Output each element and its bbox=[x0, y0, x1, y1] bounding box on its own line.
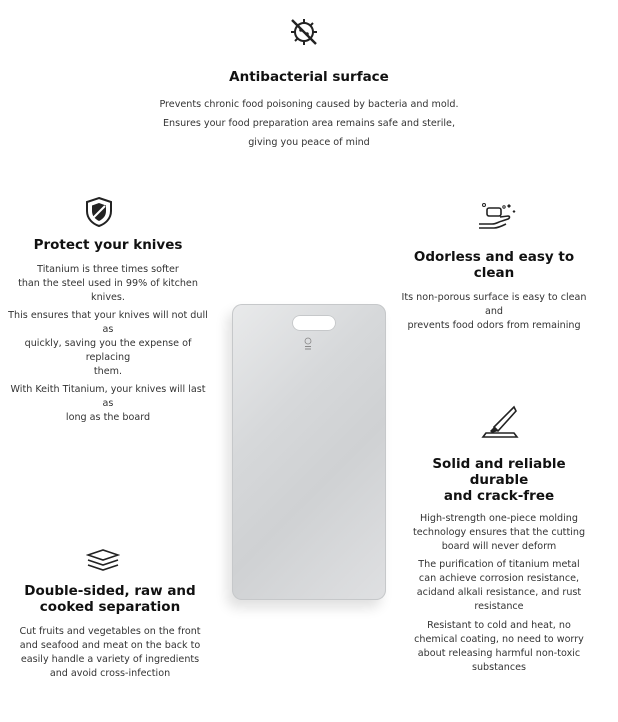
solid-title-line-2: and crack-free bbox=[443, 488, 555, 504]
solid-line-4: The purification of titanium metal bbox=[418, 559, 580, 570]
solid-line-10: about releasing harmful non-toxic bbox=[417, 648, 581, 659]
odorless-title: Odorless and easy to clean bbox=[413, 249, 575, 281]
solid-line-7: resistance bbox=[474, 601, 524, 612]
odorless-line-1: Its non-porous surface is easy to clean and bbox=[401, 292, 587, 317]
solid-line-9: chemical coating, no need to worry bbox=[414, 634, 584, 645]
double-line-1: Cut fruits and vegetables on the front bbox=[19, 626, 201, 637]
double-title-line-1: Double-sided, raw and bbox=[24, 583, 196, 599]
board-handle-hole bbox=[292, 315, 336, 331]
protect-line-2: than the steel used in 99% of kitchen knives. bbox=[18, 278, 198, 303]
double-line-3: easily handle a variety of ingredients bbox=[20, 654, 200, 665]
protect-title: Protect your knives bbox=[33, 237, 183, 253]
shield-icon bbox=[84, 196, 114, 228]
double-title-line-2: cooked separation bbox=[39, 599, 181, 615]
solid-line-11: substances bbox=[471, 662, 527, 673]
solid-line-2: technology ensures that the cutting bbox=[412, 527, 586, 538]
protect-line-4: quickly, saving you the expense of replacing bbox=[24, 338, 192, 363]
antibacterial-line-2: Ensures your food preparation area remains safe and sterile, bbox=[162, 118, 456, 129]
protect-line-7: long as the board bbox=[65, 412, 151, 423]
solid-line-5: can achieve corrosion resistance, bbox=[418, 573, 580, 584]
antibacterial-line-3: giving you peace of mind bbox=[248, 137, 370, 148]
protect-line-1: Titanium is three times softer bbox=[37, 264, 179, 275]
double-line-4: and avoid cross-infection bbox=[49, 668, 171, 679]
protect-line-5: them. bbox=[93, 366, 123, 377]
solid-title-line-1: Solid and reliable durable bbox=[432, 456, 566, 488]
solid-line-3: board will never deform bbox=[441, 541, 557, 552]
antibacterial-title: Antibacterial surface bbox=[229, 69, 389, 85]
layers-icon bbox=[86, 549, 120, 571]
hand-cleaning-icon bbox=[476, 200, 520, 232]
no-bacteria-icon bbox=[286, 14, 322, 50]
antibacterial-line-1: Prevents chronic food poisoning caused by bacteria and mold. bbox=[159, 99, 459, 110]
knife-on-board-icon bbox=[480, 405, 520, 439]
protect-line-3: This ensures that your knives will not dull as bbox=[8, 310, 208, 335]
solid-line-1: High-strength one-piece molding bbox=[420, 513, 578, 524]
solid-line-6: acidand alkali resistance, and rust bbox=[416, 587, 582, 598]
double-line-2: and seafood and meat on the back to bbox=[19, 640, 201, 651]
solid-line-8: Resistant to cold and heat, no bbox=[427, 620, 571, 631]
board-logo-icon bbox=[303, 337, 313, 351]
protect-line-6: With Keith Titanium, your knives will last as bbox=[10, 384, 206, 409]
odorless-line-2: prevents food odors from remaining bbox=[407, 320, 581, 331]
